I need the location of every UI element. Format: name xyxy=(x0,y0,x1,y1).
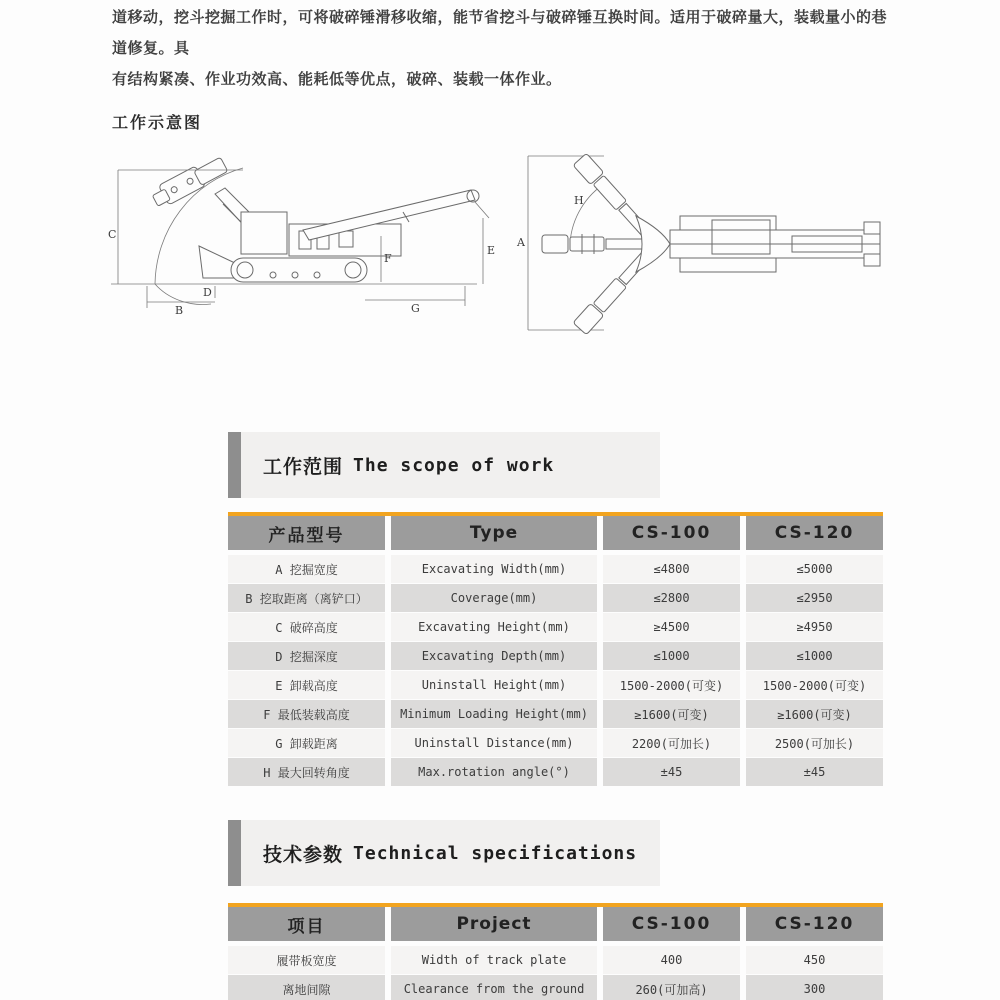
section-title-area xyxy=(241,432,660,498)
table-cell: F 最低装载高度 xyxy=(228,700,385,728)
column-header-cs120: CS-120 xyxy=(746,907,883,941)
section-header-technical-specs xyxy=(228,820,660,886)
table-cell: Excavating Width(mm) xyxy=(391,555,597,583)
dim-label-H: H xyxy=(574,194,584,207)
scope-of-work-table xyxy=(228,512,883,787)
table-cell: ≤2950 xyxy=(746,584,883,612)
column-header-model: 产品型号 xyxy=(228,516,385,550)
section-accent-bar xyxy=(228,820,241,886)
table-cell: ≤5000 xyxy=(746,555,883,583)
table-cell: H 最大回转角度 xyxy=(228,758,385,786)
table-cell: ≥1600(可变) xyxy=(603,700,740,728)
side-view-drawing xyxy=(103,146,495,330)
dim-label-B: B xyxy=(175,304,184,317)
table-row xyxy=(228,671,883,699)
table-cell: ±45 xyxy=(603,758,740,786)
column-header-cs120: CS-120 xyxy=(746,516,883,550)
table-cell: Minimum Loading Height(mm) xyxy=(391,700,597,728)
table-row xyxy=(228,729,883,757)
section-title-cn: 技术参数 xyxy=(263,843,344,866)
section-header-scope-of-work xyxy=(228,432,660,498)
table-cell: 260(可加高) xyxy=(603,975,740,1000)
section-title-en: The scope of work xyxy=(353,454,555,476)
table-cell: Uninstall Height(mm) xyxy=(391,671,597,699)
table-cell: Clearance from the ground xyxy=(391,975,597,1000)
section-title-cn: 工作范围 xyxy=(263,455,344,478)
table-cell: 400 xyxy=(603,946,740,974)
dim-label-G: G xyxy=(411,302,420,315)
table-cell: ≥4950 xyxy=(746,613,883,641)
section-title-en: Technical specifications xyxy=(353,842,638,864)
table-cell: ≤1000 xyxy=(603,642,740,670)
intro-paragraph xyxy=(112,2,894,95)
table-row xyxy=(228,584,883,612)
dim-label-E: E xyxy=(487,244,495,257)
table-cell: ≤2800 xyxy=(603,584,740,612)
table-cell: ≥1600(可变) xyxy=(746,700,883,728)
table-cell: A 挖掘宽度 xyxy=(228,555,385,583)
crusher-head xyxy=(150,154,229,210)
table-cell: 300 xyxy=(746,975,883,1000)
table-cell: 离地间隙 xyxy=(228,975,385,1000)
table-cell: G 卸载距离 xyxy=(228,729,385,757)
column-header-item: 项目 xyxy=(228,907,385,941)
column-header-cs100: CS-100 xyxy=(603,907,740,941)
table-cell: Uninstall Distance(mm) xyxy=(391,729,597,757)
column-header-project: Project xyxy=(391,907,597,941)
table-cell: ≥4500 xyxy=(603,613,740,641)
arm-center xyxy=(542,234,654,254)
table-cell: 1500-2000(可变) xyxy=(746,671,883,699)
table-row xyxy=(228,555,883,583)
table-row xyxy=(228,613,883,641)
technical-specs-table xyxy=(228,903,883,1000)
table-cell: 2500(可加长) xyxy=(746,729,883,757)
table-header-row xyxy=(228,512,883,550)
table-cell: ≤4800 xyxy=(603,555,740,583)
table-cell: Width of track plate xyxy=(391,946,597,974)
top-view-drawing xyxy=(512,142,892,338)
table-cell: 450 xyxy=(746,946,883,974)
table-cell: 履带板宽度 xyxy=(228,946,385,974)
dim-label-D: D xyxy=(203,286,212,299)
column-header-type: Type xyxy=(391,516,597,550)
table-cell: Coverage(mm) xyxy=(391,584,597,612)
section-title-area xyxy=(241,820,660,886)
table-row xyxy=(228,642,883,670)
table-row xyxy=(228,946,883,974)
table-row xyxy=(228,975,883,1000)
dim-label-A: A xyxy=(517,236,525,249)
section-accent-bar xyxy=(228,432,241,498)
table-cell: 1500-2000(可变) xyxy=(603,671,740,699)
table-cell: ±45 xyxy=(746,758,883,786)
column-header-cs100: CS-100 xyxy=(603,516,740,550)
table-cell: B 挖取距离（离铲口） xyxy=(228,584,385,612)
table-cell: D 挖掘深度 xyxy=(228,642,385,670)
table-cell: Excavating Depth(mm) xyxy=(391,642,597,670)
table-cell: E 卸载高度 xyxy=(228,671,385,699)
table-cell: Max.rotation angle(°) xyxy=(391,758,597,786)
table-header-row xyxy=(228,903,883,941)
table-cell: 2200(可加长) xyxy=(603,729,740,757)
dim-label-C: C xyxy=(108,228,117,241)
table-cell: C 破碎高度 xyxy=(228,613,385,641)
table-row xyxy=(228,758,883,786)
intro-line-1: 道移动，挖斗挖掘工作时，可将破碎锤滑移收缩，能节省挖斗与破碎锤互换时间。适用于破碎量大，装载量小的巷道修复。具 xyxy=(112,8,888,57)
working-diagram-heading: 工作示意图 xyxy=(112,113,203,132)
table-row xyxy=(228,700,883,728)
dim-label-F: F xyxy=(384,252,392,265)
table-cell: ≤1000 xyxy=(746,642,883,670)
intro-line-2: 有结构紧凑、作业功效高、能耗低等优点，破碎、装载一体作业。 xyxy=(112,70,562,88)
table-cell: Excavating Height(mm) xyxy=(391,613,597,641)
